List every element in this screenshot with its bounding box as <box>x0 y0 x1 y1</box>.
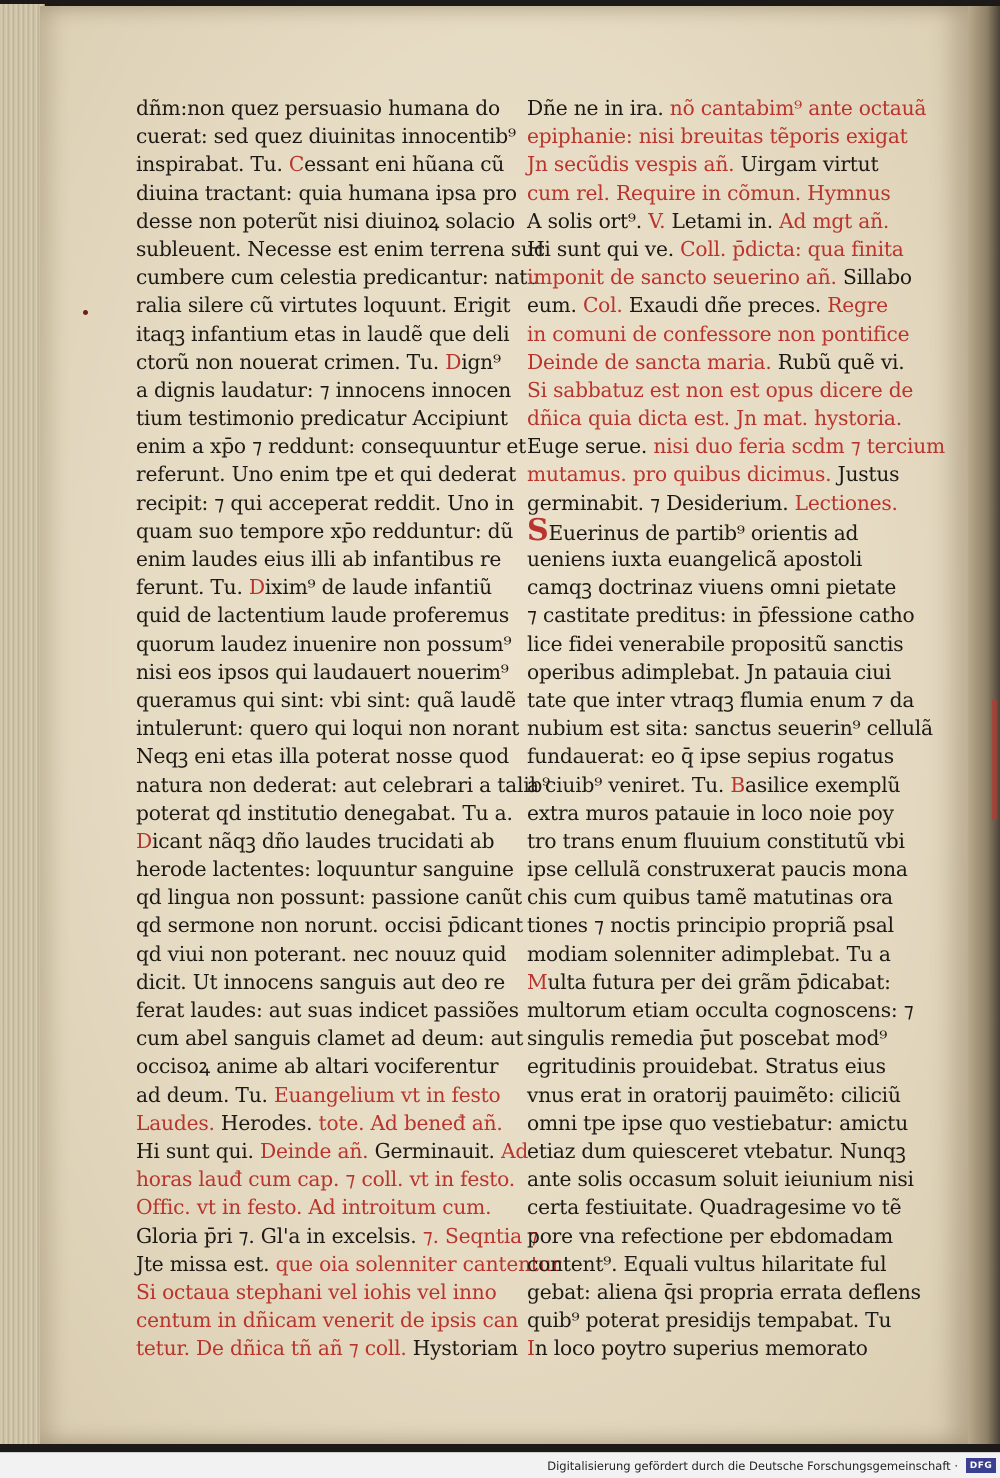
text-line <box>136 1137 529 1165</box>
text-line <box>527 150 892 178</box>
text-line <box>136 179 517 207</box>
text-segment: Euge serue. <box>527 434 654 459</box>
rubric-text: centum in dñicam venerit de ipsis can <box>136 1308 519 1333</box>
text-segment: quorum laudez inuenire non possum⁹ <box>136 631 512 656</box>
text-segment: cumbere cum celestia predicantur: natu <box>136 265 541 290</box>
text-line <box>527 1137 906 1165</box>
text-segment: Jte missa est. <box>136 1251 276 1276</box>
footer-credit-text: Digitalisierung gefördert durch die Deutsche Forschungsgemeinschaft · <box>547 1458 958 1473</box>
text-line <box>136 573 498 601</box>
text-line <box>136 1109 503 1137</box>
text-segment: tiones ⁊ noctis principio propriã psal <box>527 913 894 938</box>
text-segment: natura non dederat: aut celebrari a talib⁹ <box>136 772 551 797</box>
text-line <box>136 996 519 1024</box>
text-segment: Uirgam virtut <box>740 152 879 177</box>
text-line <box>136 1081 501 1109</box>
text-segment: ctorũ non nouerat crimen. Tu. <box>136 349 446 374</box>
text-segment: cum abel sanguis clamet ad deum: aut <box>136 1026 524 1051</box>
text-segment: tium testimonio predicatur Accipiunt <box>136 406 508 431</box>
rubric-text: que oia solenniter cantentur <box>275 1251 562 1276</box>
text-line <box>527 460 900 488</box>
text-line <box>527 714 933 742</box>
rubric-text: M <box>527 969 548 994</box>
text-segment: desse non poterũt nisi diuinoꝝ solacio <box>136 208 515 233</box>
text-segment: ralia silere cũ virtutes loquunt. Erigit <box>136 293 511 318</box>
text-line <box>527 1193 902 1221</box>
text-line <box>527 1334 892 1362</box>
text-segment: intulerunt: quero qui loqui non norant <box>136 716 520 741</box>
text-line <box>527 911 892 939</box>
text-segment: ulta futura per dei grãm p̄dicabat: <box>547 969 891 994</box>
text-line <box>527 348 905 376</box>
text-segment: eum. <box>527 293 583 318</box>
text-segment: chis cum quibus tamẽ matutinas ora <box>527 885 893 910</box>
text-line <box>527 263 912 291</box>
text-line <box>527 122 908 150</box>
text-segment: qd viui non poterant. nec nouuz quid <box>136 941 507 966</box>
text-line <box>136 460 516 488</box>
text-line <box>136 320 510 348</box>
text-line <box>136 376 511 404</box>
text-line <box>136 94 498 122</box>
rubric-text: Laudes. <box>136 1110 221 1135</box>
text-line <box>136 686 516 714</box>
text-line <box>136 1306 519 1334</box>
text-line <box>136 1278 498 1306</box>
text-segment: a ciuib⁹ veniret. Tu. <box>527 772 731 797</box>
text-line <box>527 94 927 122</box>
text-segment: ixim⁹ de laude infantiũ <box>264 575 492 600</box>
rubric-text: Lectiones. <box>794 490 898 515</box>
text-line <box>527 545 892 573</box>
text-segment: subleuent. Necesse est enim terrena suc <box>136 236 545 261</box>
text-line <box>527 320 910 348</box>
text-segment: multorum etiam occulta cognoscens: ⁊ <box>527 998 914 1022</box>
rubric-text: horas lauđ cum cap. ⁊ coll. vt in festo. <box>136 1167 515 1192</box>
dfg-logo[interactable]: DFG <box>966 1458 996 1473</box>
text-line <box>136 404 508 432</box>
rubric-text: ⁊. Seqntia ⁊ <box>422 1223 538 1248</box>
text-segment: Hystoriam <box>412 1336 518 1361</box>
red-bookmark-edge <box>992 700 997 820</box>
text-line <box>136 1052 498 1080</box>
text-segment: asilice exemplũ <box>745 772 901 797</box>
text-segment: Rubũ quẽ vi. <box>777 349 905 374</box>
left-text-column <box>136 94 562 1362</box>
text-segment: a dignis laudatur: ⁊ innocens innocen <box>136 377 511 402</box>
text-line <box>136 517 514 545</box>
text-segment: poterat qd institutio denegabat. Tu a. <box>136 800 513 825</box>
text-segment: Hi sunt qui ve. <box>527 236 681 261</box>
rubric-text: in comuni de confessore non pontifice <box>527 321 910 346</box>
text-segment: dñm:non quez persuasio humana do <box>136 96 500 120</box>
rubric-text: V. <box>648 208 672 233</box>
rubric-text: Jn secũdis vespis añ. <box>527 152 741 177</box>
text-segment: camqꝫ doctrinaz viuens omni pietate <box>527 575 897 600</box>
text-line <box>136 1334 518 1362</box>
text-line <box>527 996 914 1024</box>
text-line <box>527 489 898 517</box>
rubric-text: B <box>730 772 746 797</box>
rubric-text: Regre <box>827 293 888 318</box>
right-text-column <box>527 94 945 1362</box>
text-line <box>527 573 897 601</box>
rubric-text: Si octaua stephani vel iohis vel inno <box>136 1279 497 1304</box>
text-segment: germinabit. ⁊ Desiderium. <box>527 490 795 515</box>
text-line <box>527 771 901 799</box>
rubric-text: Ad <box>500 1138 529 1163</box>
text-line <box>527 940 892 968</box>
text-line <box>527 179 892 207</box>
text-segment: quid de lactentium laude proferemus <box>136 603 510 628</box>
text-line <box>136 658 509 686</box>
text-line <box>136 601 510 629</box>
text-line <box>136 968 506 996</box>
rubric-text: Coll. p̄dicta: qua finita <box>680 236 904 261</box>
text-segment: ueniens iuxta euangelicã apostoli <box>527 547 863 571</box>
text-line <box>527 827 905 855</box>
text-line <box>136 1222 538 1250</box>
text-line <box>136 855 514 883</box>
text-segment: content⁹. Equali vultus hilaritate ful <box>527 1251 887 1276</box>
text-segment: modiam solenniter adimplebat. Tu a <box>527 941 891 966</box>
text-segment: Hi sunt qui. <box>136 1138 260 1163</box>
text-segment: nisi eos ipsos qui laudauert nouerim⁹ <box>136 659 509 684</box>
rubric-text: nisi duo feria scdm ⁊ tercium <box>653 434 945 459</box>
rubric-text: Deinde añ. <box>260 1138 375 1163</box>
text-segment: certa festiuitate. Quadragesime vo tẽ <box>527 1195 902 1220</box>
text-segment: Justus <box>837 462 900 487</box>
rubric-text: Euangelium vt in festo <box>273 1082 501 1107</box>
text-line <box>527 630 904 658</box>
text-segment: queramus qui sint: vbi sint: quã laudẽ <box>136 687 516 712</box>
rubric-text: C <box>288 152 305 177</box>
rubric-text: imponit de sancto seuerino añ. <box>527 265 843 290</box>
text-segment: qd lingua non possunt: passione canũt <box>136 885 522 910</box>
text-line <box>527 601 915 629</box>
text-line <box>527 1250 892 1278</box>
text-segment: diuina tractant: quia humana ipsa pro <box>136 180 517 205</box>
text-line <box>136 235 545 263</box>
text-segment: A solis ort⁹. <box>527 208 649 233</box>
text-line <box>136 630 512 658</box>
text-line <box>136 883 522 911</box>
rubric-text: D <box>445 349 462 374</box>
rubric-text: Offic. vt in festo. Ad introitum cum. <box>136 1195 492 1220</box>
rubric-text: cum rel. Require in cõmun. Hymnus <box>527 180 891 205</box>
text-line <box>136 1024 524 1052</box>
text-line <box>136 1165 515 1193</box>
text-line <box>527 432 945 460</box>
text-line <box>136 432 527 460</box>
text-segment: itaqꝫ infantium etas in laudẽ que deli <box>136 321 510 346</box>
text-segment: extra muros patauie in loco noie poy <box>527 800 894 825</box>
text-segment: omni tpe ipse quo vestiebatur: amictu <box>527 1110 908 1135</box>
text-line <box>527 376 914 404</box>
text-segment: operibus adimplebat. Jn patauia ciui <box>527 659 892 684</box>
text-line <box>136 799 513 827</box>
text-line <box>527 1024 892 1052</box>
text-line <box>527 742 892 770</box>
text-line <box>527 1109 908 1137</box>
text-segment: vnus erat in oratorij pauimẽto: ciliciũ <box>527 1082 901 1107</box>
text-segment: recipit: ⁊ qui acceperat reddit. Uno in <box>136 490 515 515</box>
text-line <box>136 742 509 770</box>
text-segment: icant nãqꝫ dño laudes trucidati ab <box>152 828 495 853</box>
text-line <box>136 348 501 376</box>
text-segment: gebat: aliena q̄si propria errata deflens <box>527 1279 921 1304</box>
text-segment: Gloria p̄ri ⁊. Gl'a in excelsis. <box>136 1223 423 1248</box>
text-segment: enim laudes eius illi ab infantibus re <box>136 547 502 571</box>
text-line <box>527 686 915 714</box>
text-segment: Dñe ne in ira. <box>527 96 670 120</box>
text-line <box>527 1306 892 1334</box>
text-line <box>136 207 515 235</box>
text-segment: ign⁹ <box>461 349 501 374</box>
text-segment: tro trans enum fluuium constitutũ vbi <box>527 828 905 853</box>
text-segment: enim a xp̄o ⁊ reddunt: consequuntur et <box>136 434 527 459</box>
text-line <box>527 1052 892 1080</box>
text-line <box>527 404 902 432</box>
text-segment: ipse cellulã construxerat paucis mona <box>527 857 908 882</box>
text-line <box>527 291 892 319</box>
text-segment: ad deum. Tu. <box>136 1082 274 1107</box>
rubric-text: dñica quia dicta est. Jn mat. hystoria. <box>527 406 902 431</box>
rubric-text: nõ cantabim⁹ ante octauã <box>669 96 927 120</box>
text-line <box>527 968 892 996</box>
text-line <box>136 291 511 319</box>
text-line <box>527 855 908 883</box>
text-segment: quam suo tempore xp̄o redduntur: dũ <box>136 518 514 543</box>
text-line <box>527 658 892 686</box>
text-segment: tate que inter vtraqꝫ flumia enum ⁊ da <box>527 687 915 712</box>
text-segment: fundauerat: eo q̄ ipse sepius rogatus <box>527 744 894 769</box>
text-line <box>527 235 904 263</box>
text-line <box>136 940 507 968</box>
text-segment: qd sermone non norunt. occisi p̄dicant <box>136 913 524 938</box>
rubric-text: Deinde de sancta maria. <box>527 349 778 374</box>
text-segment: Letami in. <box>671 208 780 233</box>
text-segment: ante solis occasum soluit ieiunium nisi <box>527 1167 914 1192</box>
text-line <box>136 714 520 742</box>
text-segment: Herodes. <box>220 1110 319 1135</box>
text-line <box>136 489 515 517</box>
rubric-text: D <box>248 575 265 600</box>
text-segment: egritudinis prouidebat. Stratus eius <box>527 1054 886 1079</box>
book-page-edges <box>0 4 45 1444</box>
text-segment: Sillabo <box>842 265 912 290</box>
text-segment: nubium est sita: sanctus seuerin⁹ cellulã <box>527 716 933 741</box>
text-segment: dicit. Ut innocens sanguis aut deo re <box>136 969 506 994</box>
text-segment: etiaz dum quiesceret vtebatur. Nunqꝫ <box>527 1138 906 1163</box>
rubric-text: epiphanie: nisi breuitas tẽporis exigat <box>527 124 908 149</box>
text-line <box>136 122 516 150</box>
drop-capital: S <box>527 512 549 548</box>
text-segment: Neqꝫ eni etas illa poterat nosse quod <box>136 744 509 769</box>
text-segment: ferunt. Tu. <box>136 575 249 600</box>
text-line <box>136 1193 498 1221</box>
text-line <box>527 207 892 235</box>
text-line <box>136 1250 562 1278</box>
text-segment: Euerinus de partib⁹ orientis ad <box>548 520 859 545</box>
rubric-text: D <box>136 828 152 853</box>
text-segment: referunt. Uno enim tpe et qui dederat <box>136 462 516 487</box>
text-line <box>136 827 498 855</box>
text-segment: lice fidei venerabile propositũ sanctis <box>527 631 904 656</box>
text-line <box>136 545 502 573</box>
rubric-text: tetur. De dñica tñ añ ⁊ coll. <box>136 1336 413 1361</box>
text-line <box>527 1222 892 1250</box>
text-line <box>527 1165 914 1193</box>
text-segment: quib⁹ poterat presidijs tempabat. Tu <box>527 1308 892 1333</box>
text-segment: herode lactentes: loquuntur sanguine <box>136 857 514 882</box>
text-segment: essant eni hũana cũ <box>304 152 505 177</box>
text-segment: singulis remedia p̄ut poscebat mod⁹ <box>527 1026 888 1051</box>
text-line <box>136 150 505 178</box>
text-segment: Exaudi dñe preces. <box>628 293 828 318</box>
text-line <box>527 1081 901 1109</box>
rubric-text: Si sabbatuz est non est opus dicere de <box>527 377 914 402</box>
rubric-text: mutamus. pro quibus dicimus. <box>527 462 838 487</box>
text-line <box>136 911 524 939</box>
text-line <box>136 771 551 799</box>
footer-bar <box>0 1452 1000 1478</box>
text-segment: ferat laudes: aut suas indicet passiões <box>136 998 519 1022</box>
rubric-text: Ad mgt añ. <box>779 208 890 233</box>
text-segment: n loco poytro superius memorato <box>534 1336 868 1361</box>
text-line <box>527 1278 921 1306</box>
text-line <box>527 883 892 911</box>
ink-speck <box>83 310 88 315</box>
rubric-text: tote. Ad beneđ añ. <box>318 1110 503 1135</box>
text-segment: occisoꝝ anime ab altari vociferentur <box>136 1054 499 1079</box>
text-segment: ⁊ castitate preditus: in p̄fessione catho <box>527 603 915 628</box>
rubric-text: Col. <box>582 293 629 318</box>
rubric-text: I <box>527 1336 535 1361</box>
text-line <box>527 512 892 548</box>
text-segment: inspirabat. Tu. <box>136 152 289 177</box>
text-line <box>136 263 541 291</box>
text-segment: pore vna refectione per ebdomadam <box>527 1223 893 1248</box>
text-line <box>527 799 892 827</box>
text-segment: Germinauit. <box>374 1138 501 1163</box>
text-segment: cuerat: sed quez diuinitas innocentib⁹ <box>136 124 516 149</box>
